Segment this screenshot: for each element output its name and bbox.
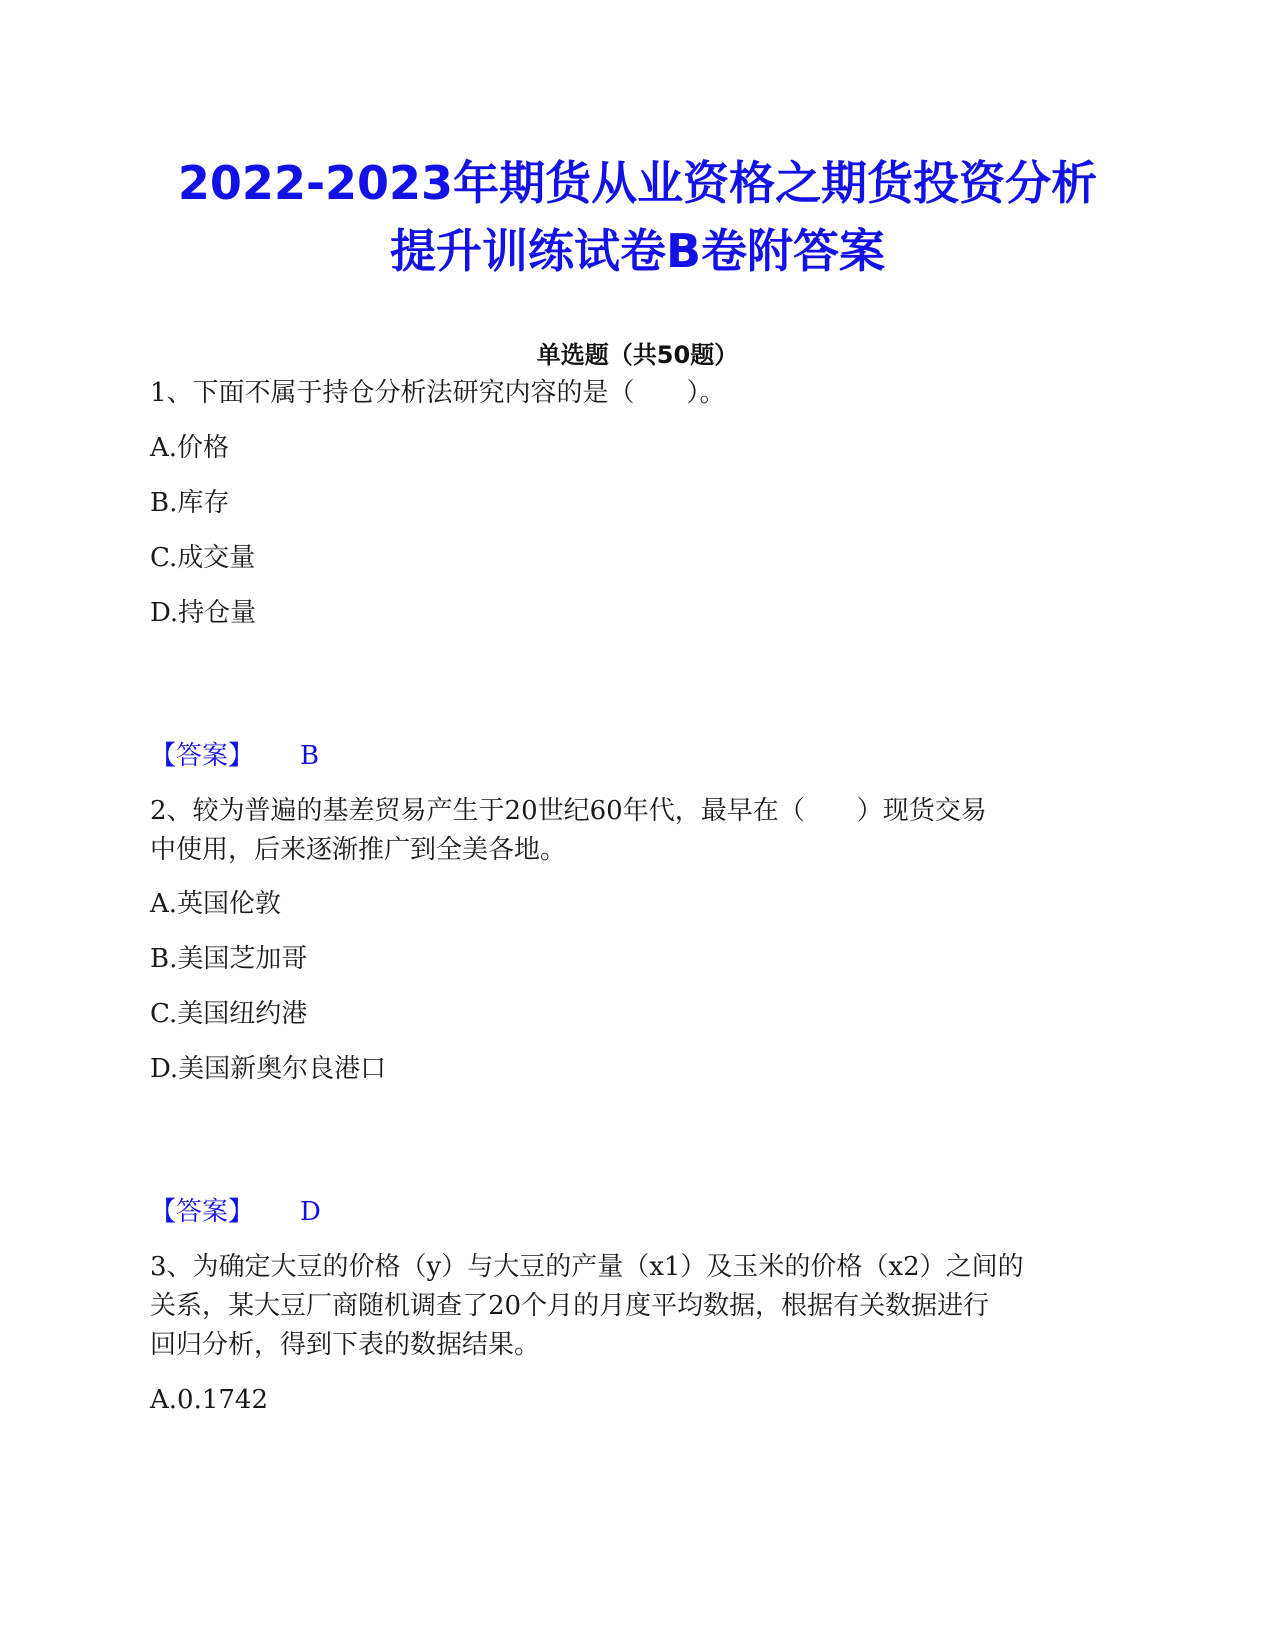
section-header: 单选题（共50题） bbox=[536, 341, 739, 369]
answer-value: B bbox=[300, 741, 320, 771]
answer-label: 【答案】 bbox=[150, 1197, 255, 1227]
question-2-option-a: A.英国伦敦 bbox=[150, 889, 282, 919]
question-3-stem-line-1: 3、为确定大豆的价格（y）与大豆的产量（x1）及玉米的价格（x2）之间的 bbox=[150, 1252, 1024, 1282]
question-2-stem-line-2: 中使用，后来逐渐推广到全美各地。 bbox=[150, 835, 567, 865]
question-3-option-a: A.0.1742 bbox=[150, 1385, 269, 1415]
question-2-stem-line-1: 2、较为普遍的基差贸易产生于20世纪60年代，最早在（ ）现货交易 bbox=[150, 796, 987, 826]
question-1-stem: 1、下面不属于持仓分析法研究内容的是（ ）。 bbox=[150, 378, 726, 408]
question-2-option-b: B.美国芝加哥 bbox=[150, 944, 308, 974]
document-title-line-2: 提升训练试卷B卷附答案 bbox=[389, 224, 886, 278]
question-1-option-d: D.持仓量 bbox=[150, 598, 257, 628]
question-1-option-b: B.库存 bbox=[150, 488, 230, 518]
question-3-stem-line-3: 回归分析，得到下表的数据结果。 bbox=[150, 1330, 541, 1360]
question-2-option-c: C.美国纽约港 bbox=[150, 999, 308, 1029]
document-title-line-1: 2022-2023年期货从业资格之期货投资分析 bbox=[177, 156, 1098, 210]
question-1-answer bbox=[150, 736, 319, 776]
question-2-option-d: D.美国新奥尔良港口 bbox=[150, 1054, 387, 1084]
question-1-option-a: A.价格 bbox=[150, 433, 230, 463]
question-3-stem-line-2: 关系，某大豆厂商随机调查了20个月的月度平均数据，根据有关数据进行 bbox=[150, 1291, 990, 1321]
answer-value: D bbox=[300, 1197, 321, 1227]
answer-label: 【答案】 bbox=[150, 741, 255, 771]
question-2-answer bbox=[150, 1192, 321, 1232]
question-1-option-c: C.成交量 bbox=[150, 543, 256, 573]
